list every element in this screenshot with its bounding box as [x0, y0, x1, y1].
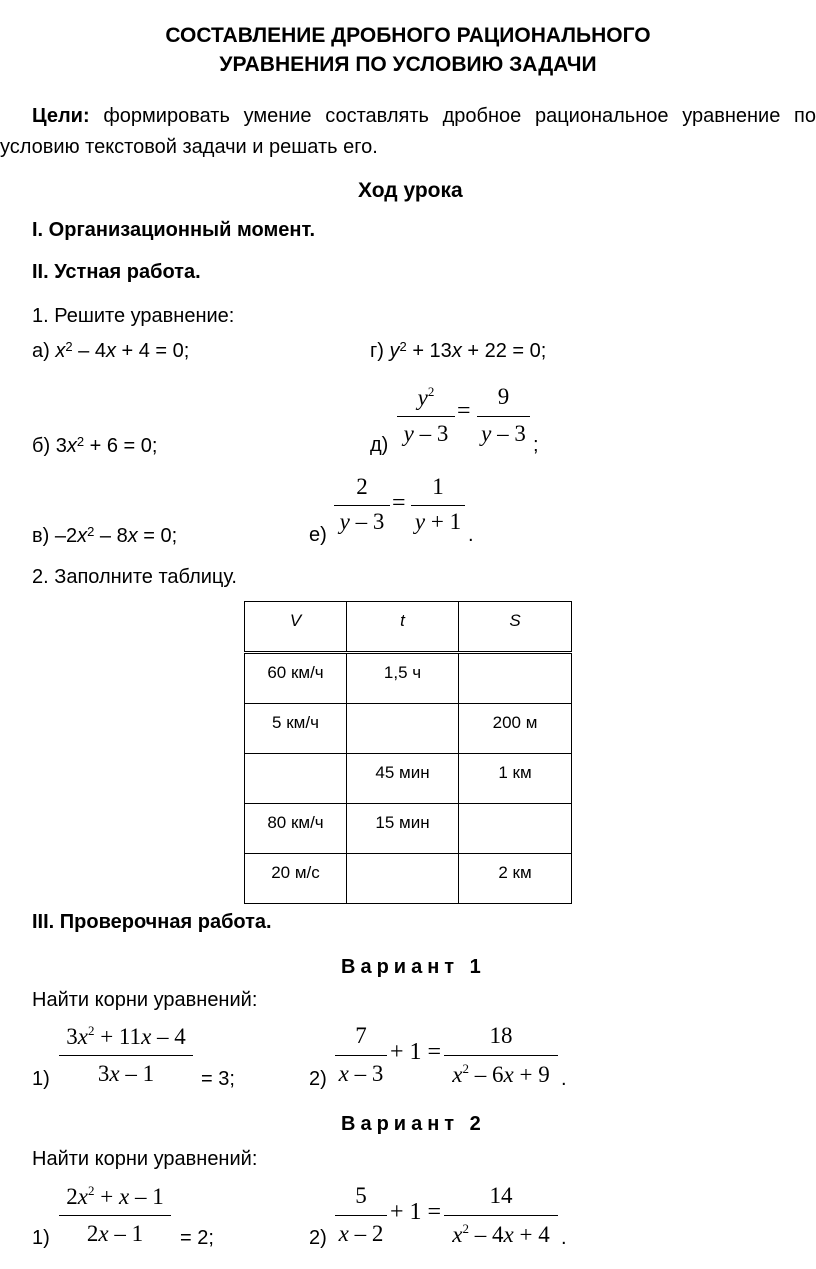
- variant-2-heading: Вариант 2: [341, 1113, 486, 1135]
- section-1-heading: I. Организационный момент.: [32, 219, 316, 241]
- equation-d-fraction-left: $y^2$ y – 3: [397, 382, 455, 452]
- equation-e-period: .: [468, 524, 474, 546]
- table-cell: 200 м: [459, 704, 572, 754]
- table-cell: 60 км/ч: [245, 653, 347, 704]
- equation-e-fraction-left: 2 y – 3: [334, 474, 390, 544]
- page-title-line-2: УРАВНЕНИЯ ПО УСЛОВИЮ ЗАДАЧИ: [219, 53, 597, 76]
- v1-eq2-label: 2): [309, 1068, 327, 1090]
- equation-e-fraction-right: 1 y + 1: [411, 474, 465, 544]
- table-header-cell: S: [459, 602, 572, 653]
- table-cell: 2 км: [459, 854, 572, 904]
- equation-g-label: г): [370, 340, 384, 362]
- page-title-line-1: СОСТАВЛЕНИЕ ДРОБНОГО РАЦИОНАЛЬНОГО: [165, 24, 651, 47]
- lesson-heading: Ход урока: [358, 179, 463, 202]
- equation-b: [32, 434, 157, 458]
- table-cell: 15 мин: [347, 804, 459, 854]
- v2-eq1-label: 1): [32, 1227, 50, 1249]
- speed-time-distance-table: [244, 601, 572, 904]
- variant-1-task: Найти корни уравнений:: [32, 989, 258, 1011]
- task-2-text: 2. Заполните таблицу.: [32, 566, 237, 588]
- v2-eq2-plus-one: + 1 =: [390, 1199, 442, 1225]
- v2-eq1-rhs: = 2;: [180, 1227, 214, 1249]
- v2-eq1-fraction: $2x^2 + x - 1$ 2x – 1: [59, 1182, 171, 1252]
- v2-eq2-period: .: [561, 1227, 567, 1249]
- v1-eq2-period: .: [561, 1068, 567, 1090]
- goals-text-line-1: формировать умение составлять дробное рациональное уравнение по: [103, 105, 816, 127]
- table-cell: [459, 653, 572, 704]
- table-cell: [347, 704, 459, 754]
- table-cell: [245, 754, 347, 804]
- table-cell: [459, 804, 572, 854]
- equation-v-expr: $-2x^2 - 8x = 0$;: [54, 524, 178, 547]
- goals-text-line-2: условию текстовой задачи и решать его.: [0, 136, 378, 158]
- equation-d-semicolon: ;: [533, 434, 539, 456]
- table-row: [245, 854, 572, 904]
- v2-eq2-label: 2): [309, 1227, 327, 1249]
- equation-d-fraction-right: 9 y – 3: [477, 382, 530, 452]
- equation-v: [32, 524, 177, 548]
- v1-eq2-plus-one: + 1 =: [390, 1039, 442, 1065]
- v1-eq2-fraction-right: 18 $x^2 - 6x + 9$: [444, 1022, 558, 1092]
- section-3-heading: III. Проверочная работа.: [32, 911, 272, 933]
- table-row: [245, 653, 572, 704]
- v2-eq2-fraction-left: 5 x – 2: [335, 1182, 387, 1252]
- equation-a: [32, 339, 189, 363]
- equation-v-label: в): [32, 525, 50, 547]
- table-row: [245, 804, 572, 854]
- variant-1-heading: Вариант 1: [341, 956, 486, 978]
- v1-eq1-fraction: $3x^2 + 11x - 4$ 3x – 1: [59, 1022, 193, 1092]
- task-1-text: 1. Решите уравнение:: [32, 305, 235, 327]
- table-cell: 80 км/ч: [245, 804, 347, 854]
- equation-a-label: а): [32, 340, 50, 362]
- equation-e-equals: =: [392, 490, 406, 516]
- table-cell: 1 км: [459, 754, 572, 804]
- goals-label: Цели:: [32, 105, 90, 127]
- table-header-cell: t: [347, 602, 459, 653]
- table-header-cell: V: [245, 602, 347, 653]
- section-2-heading: II. Устная работа.: [32, 261, 201, 283]
- variant-2-task: Найти корни уравнений:: [32, 1148, 258, 1170]
- v1-eq1-label: 1): [32, 1068, 50, 1090]
- equation-d-equals: =: [457, 398, 471, 424]
- table-row: [245, 754, 572, 804]
- equation-d-label: д): [370, 434, 389, 456]
- table-cell: 45 мин: [347, 754, 459, 804]
- v1-eq2-fraction-left: 7 x – 3: [335, 1022, 387, 1092]
- equation-b-expr: $3x^2 + 6 = 0$;: [55, 434, 158, 457]
- table-cell: 1,5 ч: [347, 653, 459, 704]
- table-cell: 5 км/ч: [245, 704, 347, 754]
- equation-e-label: е): [309, 524, 327, 546]
- goals-paragraph: [0, 101, 816, 132]
- v1-eq1-rhs: = 3;: [201, 1068, 235, 1090]
- table-cell: 20 м/с: [245, 854, 347, 904]
- table-header-row: [245, 602, 572, 653]
- equation-a-expr: $x^2 - 4x + 4 = 0$;: [55, 339, 190, 362]
- equation-g-expr: $y^2 + 13x + 22 = 0$;: [389, 339, 547, 362]
- table-cell: [347, 854, 459, 904]
- v2-eq2-fraction-right: 14 $x^2 - 4x + 4$: [444, 1182, 558, 1252]
- equation-g: [370, 339, 546, 363]
- equation-b-label: б): [32, 435, 51, 457]
- table-row: [245, 704, 572, 754]
